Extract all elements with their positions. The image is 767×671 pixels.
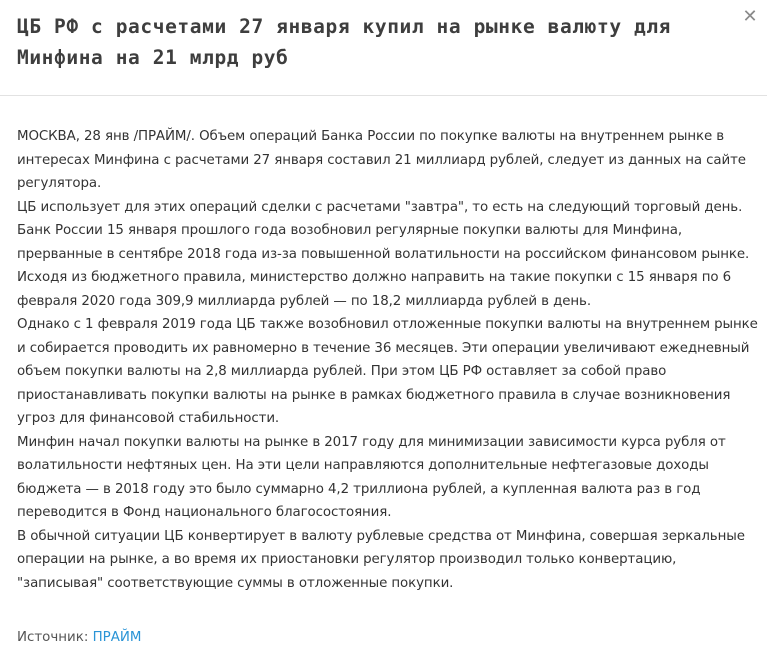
- article-paragraph: ЦБ использует для этих операций сделки с расчетами "завтра", то есть на следующий торговый день.: [17, 199, 743, 215]
- article-paragraph: Банк России 15 января прошлого года возобновил регулярные покупки валюты для Минфина, прерванные в сентябре 2018 года из-за повышенной волатильности на российском финансовом рынке.: [17, 223, 750, 262]
- source-label: Источник:: [17, 630, 89, 645]
- article-paragraph: Минфин начал покупки валюты на рынке в 2017 году для минимизации зависимости курса рубля от волатильности нефтяных цен. На эти цели направляются дополнительные нефтегазовые доходы бюджета — в 2018 году это было суммарно 4,2 триллиона рублей, а купленная валюта раз в год переводится в Фонд национального благосостояния.: [17, 434, 726, 520]
- article-paragraph: Однако с 1 февраля 2019 года ЦБ также возобновил отложенные покупки валюты на внутреннем рынке и собирается проводить их равномерно в течение 36 месяцев. Эти операции увеличивают ежедневный объем покупки валюты на 2,8 миллиарда рублей. При этом ЦБ РФ оставляет за собой право приостанавливать покупки валюты на рынке в рамках бюджетного правила в случае возникновения угроз для финансовой стабильности.: [17, 317, 758, 426]
- article-source: [17, 626, 141, 649]
- article-paragraph: МОСКВА, 28 янв /ПРАЙМ/. Объем операций Банка России по покупке валюты на внутреннем рынке в интересах Минфина с расчетами 27 января составил 21 миллиард рублей, следует из данных на сайте регулятора.: [17, 129, 746, 191]
- article-paragraph: В обычной ситуации ЦБ конвертирует в валюту рублевые средства от Минфина, совершая зеркальные операции на рынке, а во время их приостановки регулятор производил только конвертацию, "записывая" соответствующие суммы в отложенные покупки.: [17, 528, 745, 591]
- close-button[interactable]: [740, 7, 760, 27]
- article-paragraph: Исходя из бюджетного правила, министерство должно направить на такие покупки с 15 января по 6 февраля 2020 года 309,9 миллиарда рублей — по 18,2 миллиарда рублей в день.: [17, 270, 732, 309]
- close-icon[interactable]: ✕: [742, 6, 758, 27]
- article-header: [0, 0, 767, 96]
- source-link[interactable]: ПРАЙМ: [92, 630, 142, 645]
- article-title: ЦБ РФ с расчетами 27 января купил на рынке валюту для Минфина на 21 млрд руб: [17, 15, 672, 69]
- article-body: [17, 125, 762, 595]
